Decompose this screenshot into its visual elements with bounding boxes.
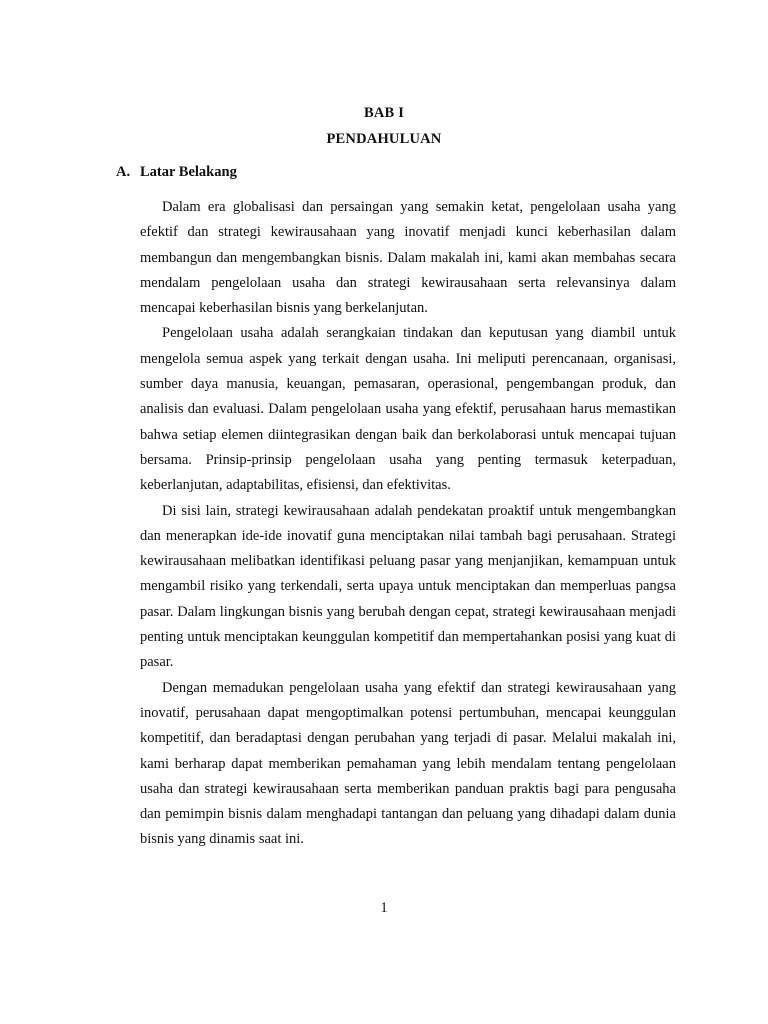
body-text: [140, 195, 676, 853]
section-title: Latar Belakang: [140, 164, 237, 180]
section-heading: [116, 164, 237, 181]
paragraph: Di sisi lain, strategi kewirausahaan adalah pendekatan proaktif untuk mengembangkan dan menerapkan ide-ide inovatif guna menciptakan nilai tambah bagi perusahaan. Strategi kewirausahaan melibatkan identifikasi peluang pasar yang menjanjikan, kemampuan untuk mengambil risiko yang terkendali, serta upaya untuk menciptakan dan memperluas pangsa pasar. Dalam lingkungan bisnis yang berubah dengan cepat, strategi kewirausahaan menjadi penting untuk menciptakan keunggulan kompetitif dan mempertahankan posisi yang kuat di pasar.: [140, 502, 676, 671]
page-number: 1: [380, 900, 388, 916]
paragraph: Dalam era globalisasi dan persaingan yang semakin ketat, pengelolaan usaha yang efektif dan strategi kewirausahaan yang inovatif menjadi kunci keberhasilan dalam membangun dan mengembangkan bisnis. Dalam makalah ini, kami akan membahas secara mendalam pengelolaan usaha dan strategi kewirausahaan serta relevansinya dalam mencapai keberhasilan bisnis yang berkelanjutan.: [140, 199, 676, 317]
paragraph: Pengelolaan usaha adalah serangkaian tindakan dan keputusan yang diambil untuk mengelola semua aspek yang terkait dengan usaha. Ini meliputi perencanaan, organisasi, sumber daya manusia, keuangan, pemasaran, operasional, pengembangan produk, dan analisis dan evaluasi. Dalam pengelolaan usaha yang efektif, perusahaan harus memastikan bahwa setiap elemen diintegrasikan dengan baik dan berkolaborasi untuk mencapai tujuan bersama. Prinsip-prinsip pengelolaan usaha yang penting termasuk keterpaduan, keberlanjutan, adaptabilitas, efisiensi, dan efektivitas.: [140, 325, 676, 494]
paragraph: Dengan memadukan pengelolaan usaha yang efektif dan strategi kewirausahaan yang inovatif, perusahaan dapat mengoptimalkan potensi pertumbuhan, mencapai keunggulan kompetitif, dan beradaptasi dengan perubahan yang terjadi di pasar. Melalui makalah ini, kami berharap dapat memberikan pemahaman yang lebih mendalam tentang pengelolaan usaha dan strategi kewirausahaan serta memberikan panduan praktis bagi para pengusaha dan pemimpin bisnis dalam menghadapi tantangan dan peluang yang dihadapi dalam dunia bisnis yang dinamis saat ini.: [140, 679, 676, 848]
section-letter: A.: [116, 164, 131, 180]
chapter-title: PENDAHULUAN: [326, 131, 442, 147]
chapter-number: BAB I: [363, 105, 405, 121]
